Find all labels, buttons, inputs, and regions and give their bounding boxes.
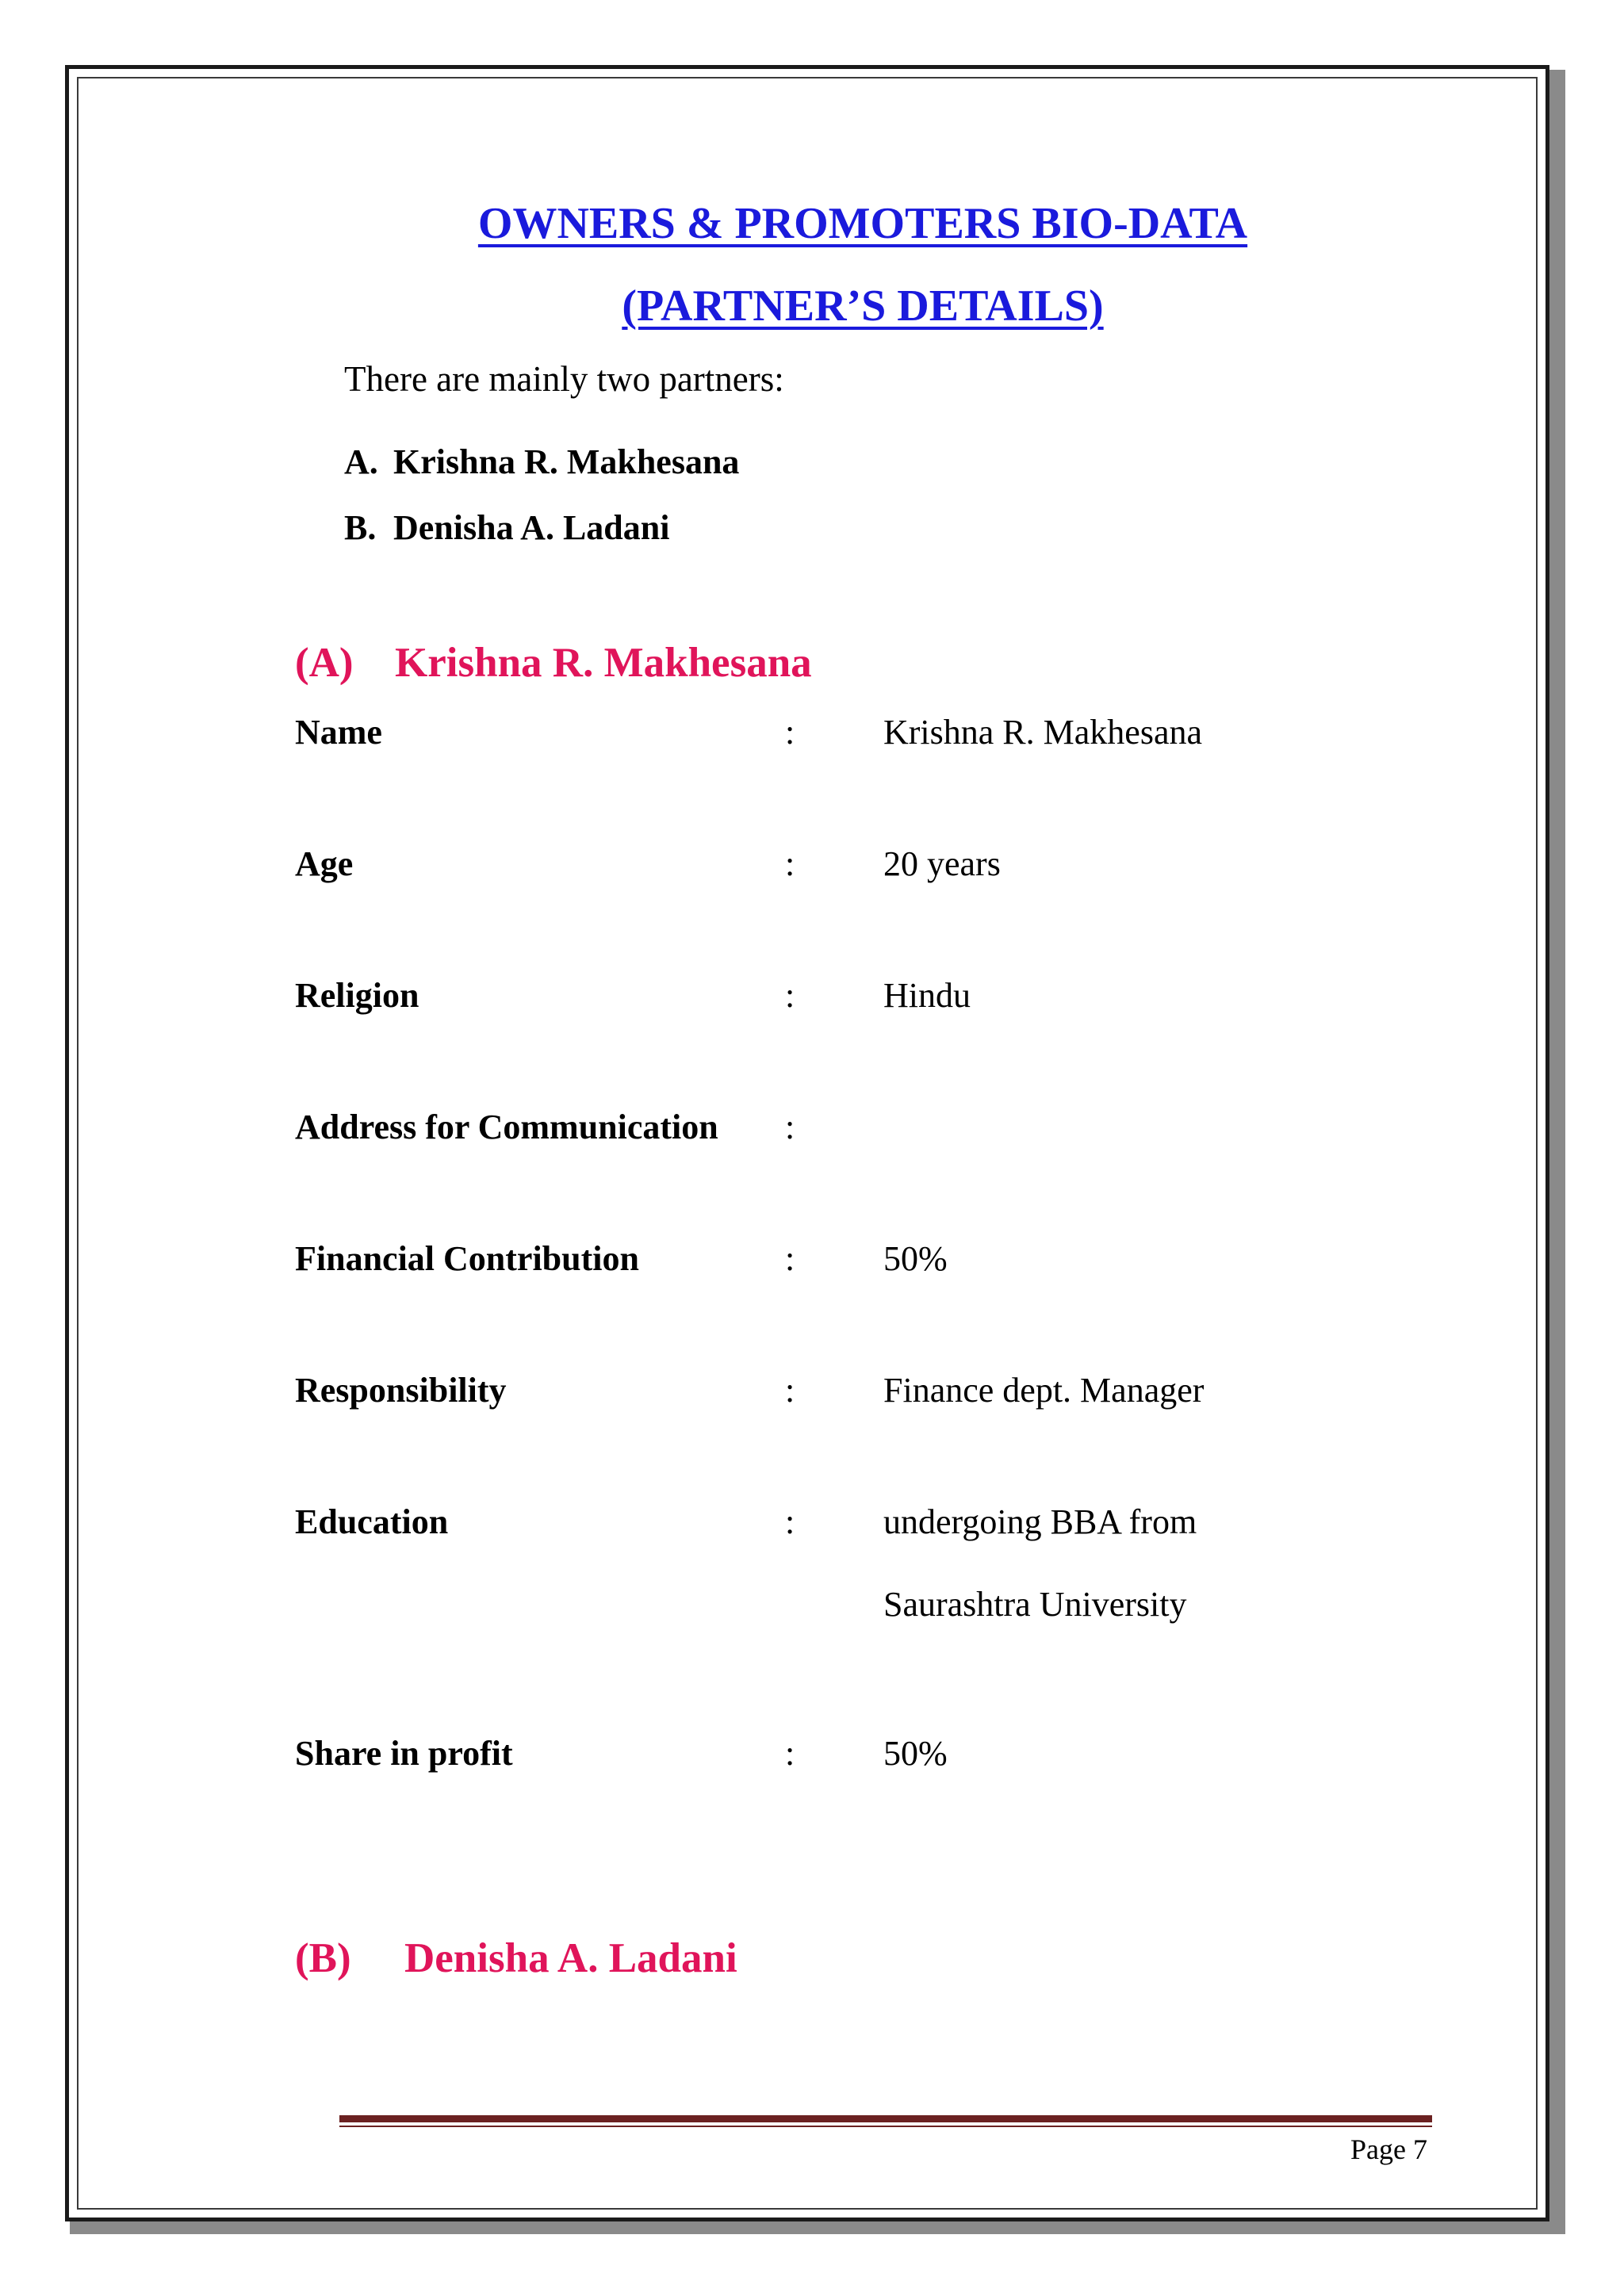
detail-colon: : <box>785 1108 795 1146</box>
detail-value: 50% <box>883 1734 948 1773</box>
page-number: Page 7 <box>1350 2133 1427 2165</box>
detail-value: Krishna R. Makhesana <box>883 713 1203 752</box>
detail-value: Finance dept. Manager <box>883 1371 1205 1410</box>
detail-key: Age <box>295 844 354 883</box>
detail-colon: : <box>785 1371 795 1410</box>
partner-list-item <box>344 507 669 548</box>
intro-text: There are mainly two partners: <box>344 359 784 399</box>
partner-list-name: Denisha A. Ladani <box>393 508 670 547</box>
detail-key: Financial Contribution <box>295 1239 639 1278</box>
page-subtitle: (PARTNER’S DETAILS) <box>622 281 1104 331</box>
detail-key: Religion <box>295 976 419 1015</box>
detail-value: Hindu <box>883 976 971 1015</box>
detail-key: Education <box>295 1502 449 1541</box>
detail-value: undergoing BBA from <box>883 1502 1197 1541</box>
section-heading-a <box>295 639 812 687</box>
partner-list-label: B. <box>344 508 377 547</box>
detail-colon: : <box>785 1239 795 1278</box>
section-label: (A) <box>295 640 354 686</box>
footer-rule-thin <box>339 2126 1432 2127</box>
footer-rule <box>339 2115 1432 2122</box>
detail-value-line2: Saurashtra University <box>883 1585 1187 1624</box>
section-name: Krishna R. Makhesana <box>395 640 812 686</box>
detail-value: 20 years <box>883 844 1001 883</box>
detail-key: Address for Communication <box>295 1108 718 1146</box>
detail-colon: : <box>785 713 795 752</box>
detail-colon: : <box>785 1734 795 1773</box>
partner-list-label: A. <box>344 442 378 481</box>
detail-colon: : <box>785 844 795 883</box>
page-title: OWNERS & PROMOTERS BIO-DATA <box>477 199 1248 248</box>
section-name: Denisha A. Ladani <box>404 1935 737 1981</box>
detail-key: Share in profit <box>295 1734 513 1773</box>
partner-list-name: Krishna R. Makhesana <box>393 442 740 481</box>
detail-value: 50% <box>883 1239 948 1278</box>
detail-key: Responsibility <box>295 1371 507 1410</box>
section-label: (B) <box>295 1935 351 1981</box>
detail-colon: : <box>785 1502 795 1541</box>
section-heading-b <box>295 1934 737 1982</box>
detail-key: Name <box>295 713 382 752</box>
partner-list-item <box>344 442 739 482</box>
detail-colon: : <box>785 976 795 1015</box>
